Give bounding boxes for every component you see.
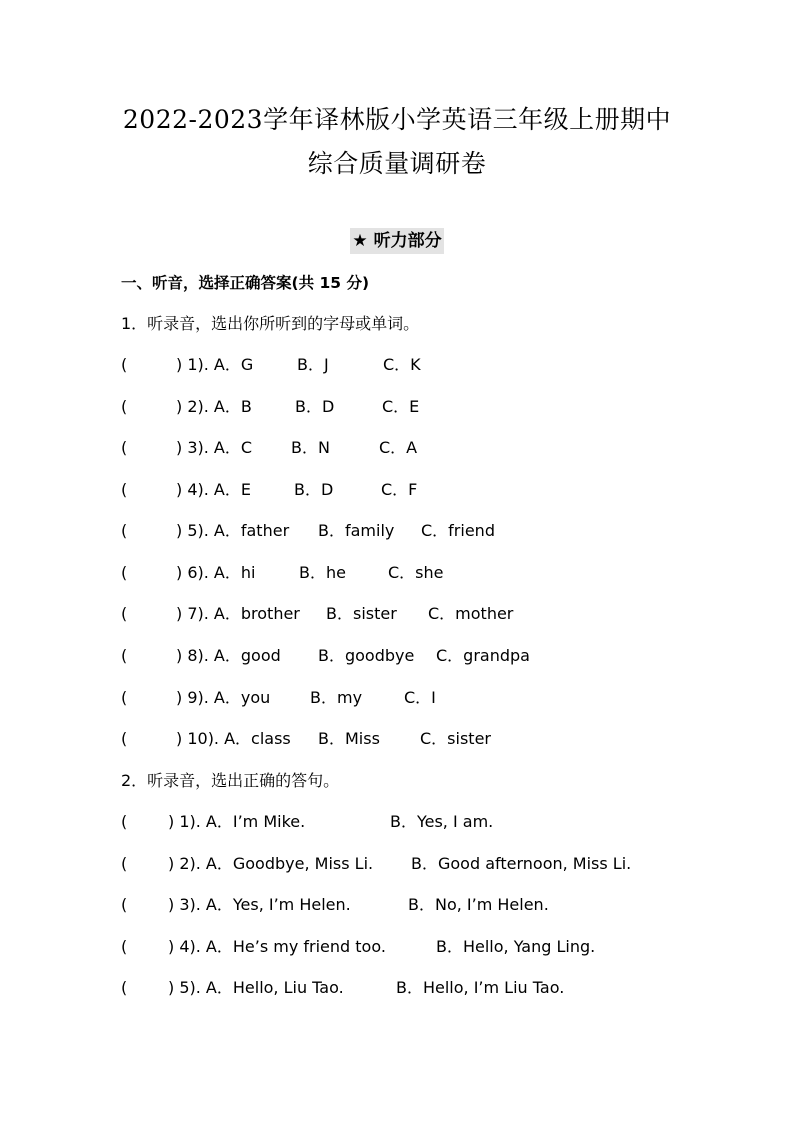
answer-blank-open: ( <box>121 355 128 374</box>
answer-blank-open: ( <box>121 563 128 582</box>
answer-blank-open: ( <box>121 397 128 416</box>
answer-blank-open: ( <box>121 895 128 914</box>
title-line-2: 综合质量调研卷 <box>307 149 487 178</box>
item-option-a: ) 1). A．G <box>176 355 254 374</box>
item-option-b: B．Yes, I am. <box>390 812 494 831</box>
answer-blank-open: ( <box>121 729 128 748</box>
item-option-a: ) 9). A．you <box>176 688 271 707</box>
part1-heading: 一、听音，选择正确答案(共 15 分) <box>121 274 370 292</box>
item-option-c: C．mother <box>428 604 514 623</box>
item-option-a: ) 4). A．He’s my friend too. <box>168 937 386 956</box>
answer-blank-open: ( <box>121 812 128 831</box>
item-option-c: C．F <box>381 480 418 499</box>
item-option-a: ) 3). A．C <box>176 438 253 457</box>
item-option-a: ) 10). A．class <box>176 729 291 748</box>
answer-blank-open: ( <box>121 646 128 665</box>
item-option-a: ) 2). A．Goodbye, Miss Li. <box>168 854 374 873</box>
item-option-b: B．Miss <box>318 729 380 748</box>
item-option-b: B．sister <box>326 604 397 623</box>
item-option-c: C．friend <box>421 521 495 540</box>
item-option-a: ) 5). A．Hello, Liu Tao. <box>168 978 344 997</box>
item-option-b: B．N <box>291 438 330 457</box>
answer-blank-open: ( <box>121 521 128 540</box>
item-option-c: C．E <box>382 397 420 416</box>
item-option-b: B．he <box>299 563 346 582</box>
item-option-c: C．A <box>379 438 418 457</box>
item-option-b: B．No, I’m Helen. <box>408 895 549 914</box>
section-banner <box>0 228 794 254</box>
section-label: ★ 听力部分 <box>350 228 443 254</box>
item-option-b: B．D <box>294 480 334 499</box>
item-option-c: C．grandpa <box>436 646 530 665</box>
item-option-a: ) 4). A．E <box>176 480 251 499</box>
answer-blank-open: ( <box>121 854 128 873</box>
answer-blank-open: ( <box>121 937 128 956</box>
item-option-b: B．Hello, Yang Ling. <box>436 937 596 956</box>
item-option-a: ) 1). A．I’m Mike. <box>168 812 306 831</box>
item-option-a: ) 8). A．good <box>176 646 281 665</box>
item-option-c: C．she <box>388 563 444 582</box>
q1-instruction: 1．听录音，选出你所听到的字母或单词。 <box>121 314 420 333</box>
item-option-c: C．I <box>404 688 436 707</box>
answer-blank-open: ( <box>121 688 128 707</box>
item-option-a: ) 7). A．brother <box>176 604 300 623</box>
item-option-b: B．D <box>295 397 335 416</box>
item-option-a: ) 5). A．father <box>176 521 290 540</box>
answer-blank-open: ( <box>121 978 128 997</box>
item-option-c: C．sister <box>420 729 491 748</box>
item-option-b: B．my <box>310 688 363 707</box>
item-option-a: ) 3). A．Yes, I’m Helen. <box>168 895 351 914</box>
item-option-a: ) 6). A．hi <box>176 563 256 582</box>
item-option-c: C．K <box>383 355 421 374</box>
answer-blank-open: ( <box>121 604 128 623</box>
item-option-b: B．Hello, I’m Liu Tao. <box>396 978 565 997</box>
item-option-b: B．Good afternoon, Miss Li. <box>411 854 632 873</box>
answer-blank-open: ( <box>121 480 128 499</box>
item-option-b: B．family <box>318 521 395 540</box>
q2-instruction: 2．听录音，选出正确的答句。 <box>121 771 340 790</box>
title-line-1: 2022-2023学年译林版小学英语三年级上册期中 <box>122 105 672 134</box>
answer-blank-open: ( <box>121 438 128 457</box>
item-option-a: ) 2). A．B <box>176 397 252 416</box>
item-option-b: B．goodbye <box>318 646 415 665</box>
item-option-b: B．J <box>297 355 329 374</box>
